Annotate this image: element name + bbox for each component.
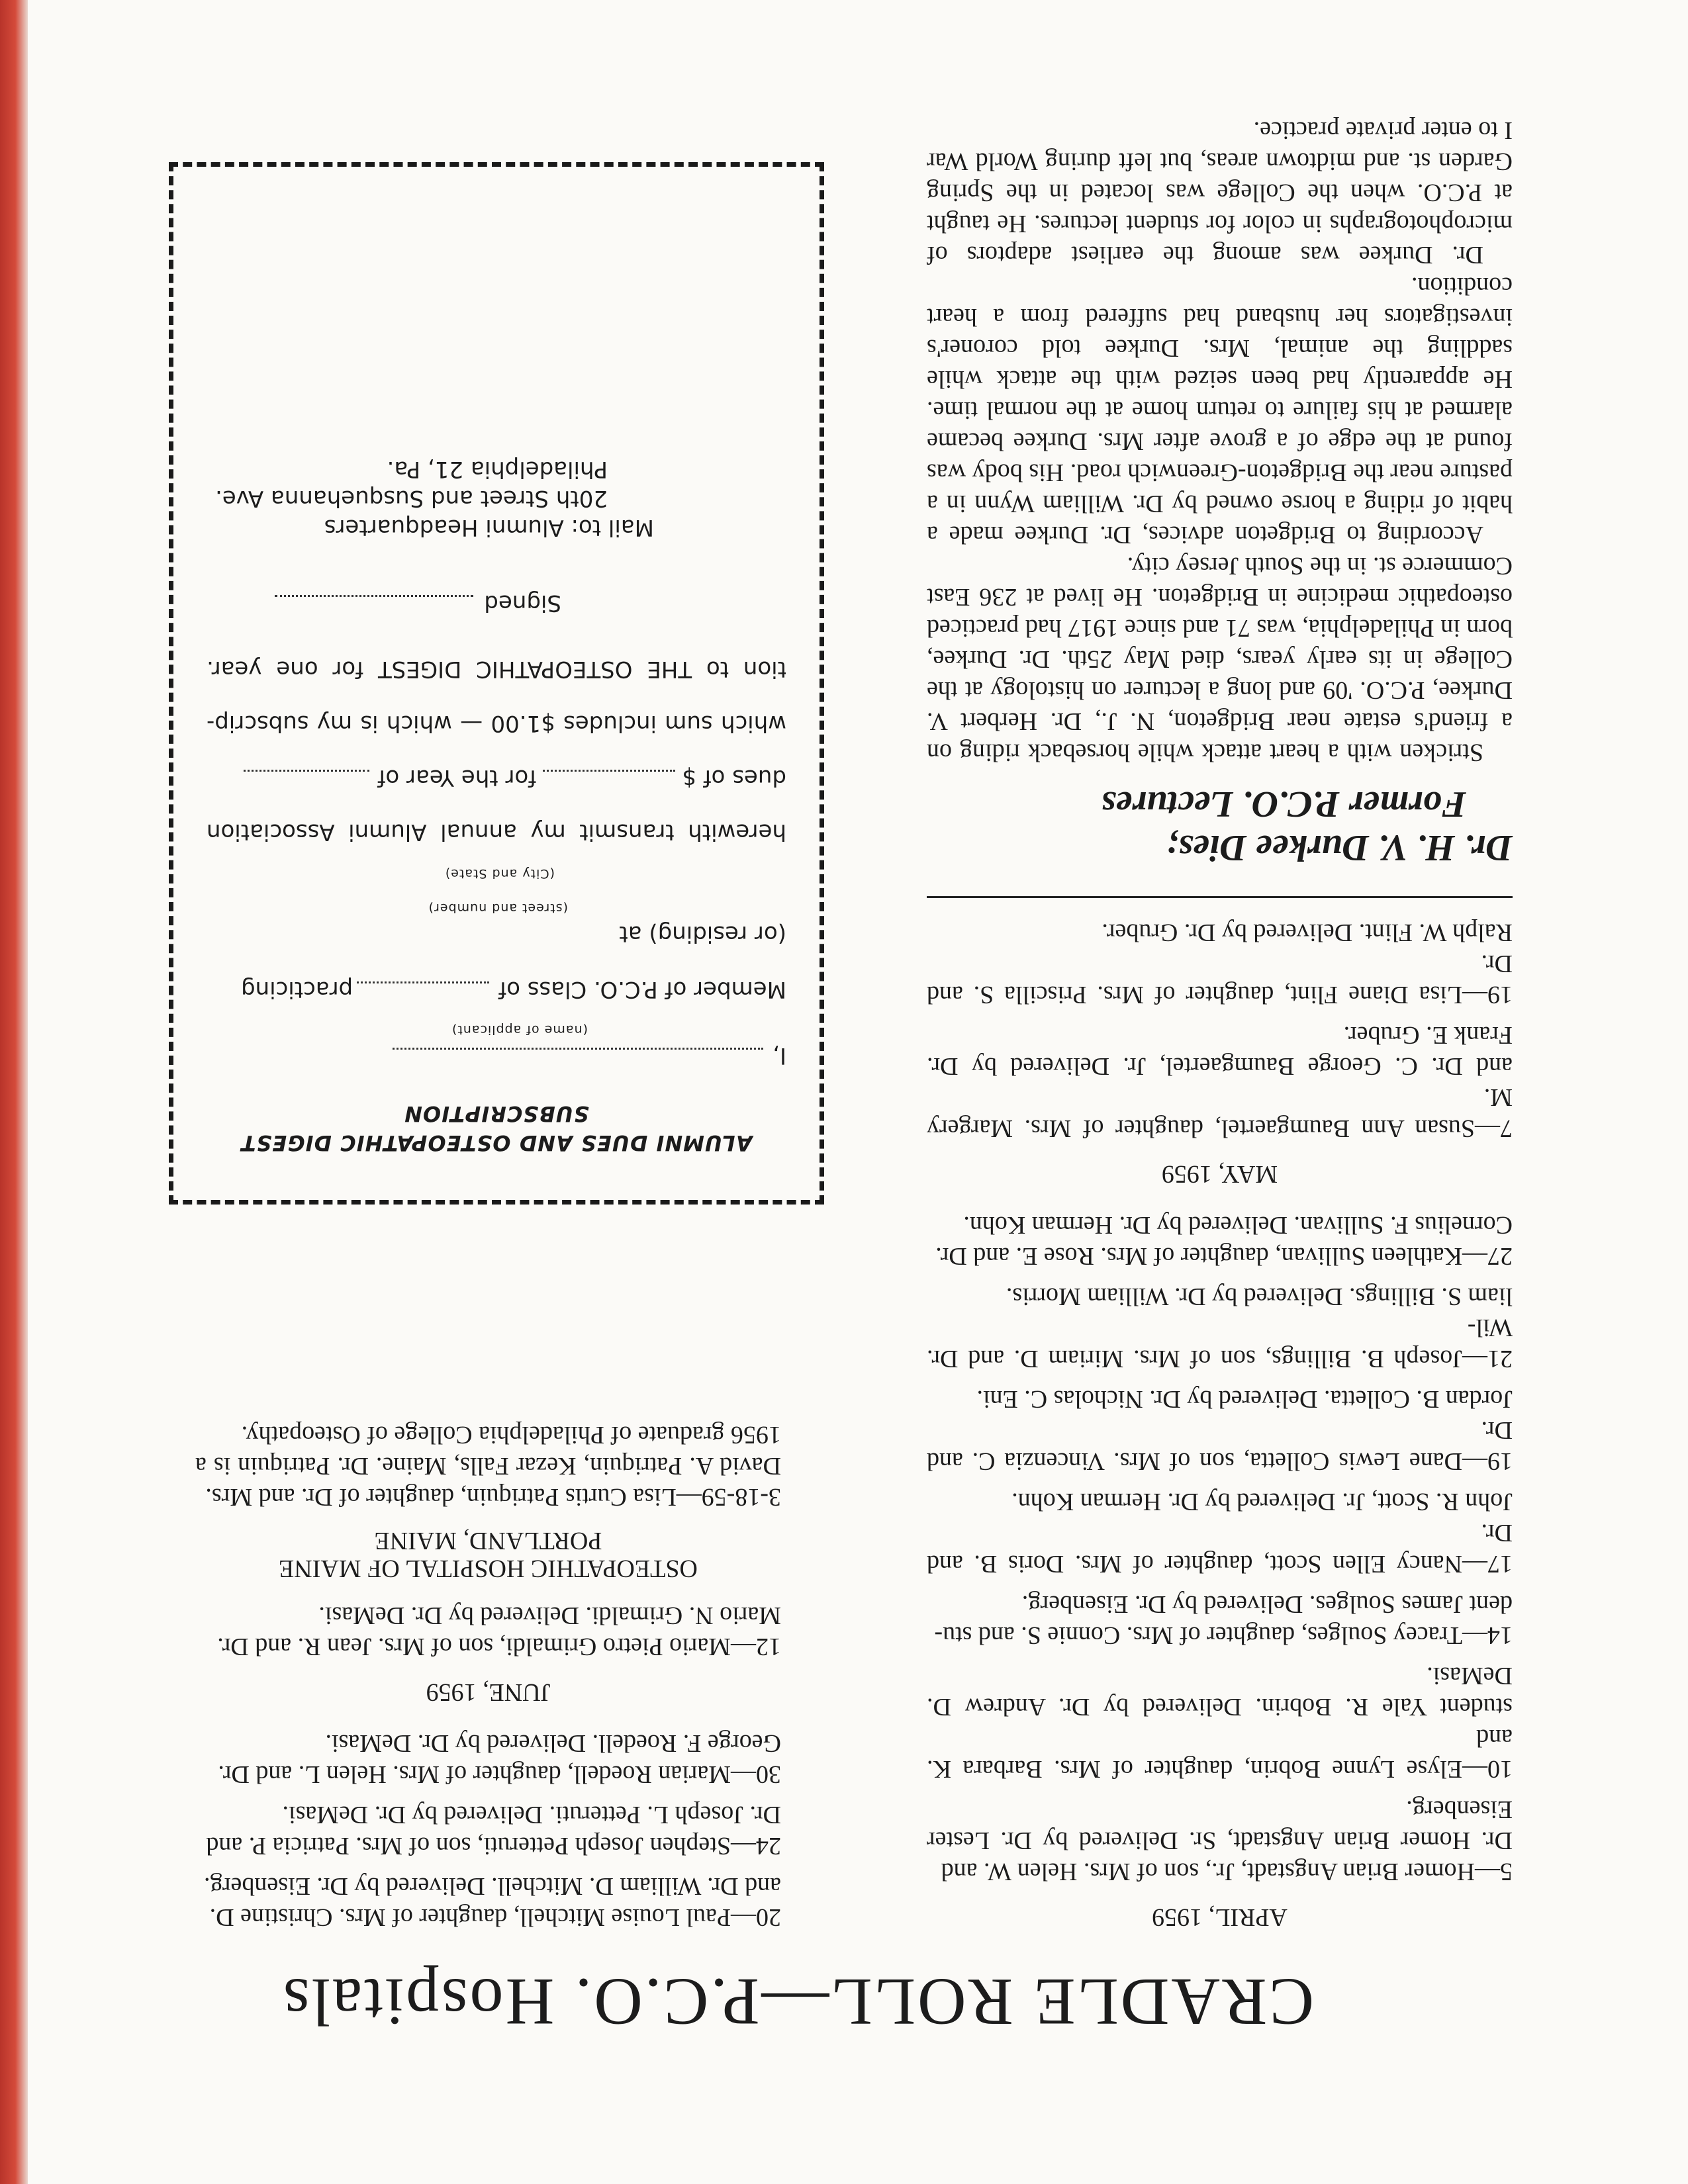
label-year: for the Year of <box>377 764 537 791</box>
month-heading-april: APRIL, 1959 <box>1152 1903 1288 1931</box>
entry-continuation: liam S. Billings. Delivered by Dr. William Morris. <box>1006 1283 1513 1310</box>
entry-continuation: David A. Patriquin, Kezar Falls, Maine. Dr. Patriquin is a 1956 graduate of Philadelphia College of Osteopathy. <box>195 1421 781 1480</box>
birth-entry <box>927 1588 1513 1651</box>
caption-street: (street and number) <box>428 901 568 915</box>
entry-continuation: and Dr. William D. Mitchell. Delivered by Dr. Eisenberg. <box>204 1872 781 1900</box>
entry-continuation: Mario N. Grimaldi. Delivered by Dr. DeMasi. <box>318 1602 781 1629</box>
tion-line: tion to THE OSTEOPATHIC DIGEST for one year. <box>207 656 786 682</box>
headline-line-1: Dr. H. V. Durkee Dies; <box>1166 827 1513 868</box>
entry-continuation: Dr. Joseph L. Petteruti. Delivered by Dr. DeMasi. <box>282 1801 781 1829</box>
birth-entry <box>195 1727 781 1790</box>
herewith-line: herewith transmit my annual Alumni Association <box>207 819 786 845</box>
article-paragraph: According to Bridgeton advices, Dr. Durkee made a habit of riding a horse owned by Dr. William Wynn in a pasture near the Bridgeton-Greenwich road. His body was found at the edge of a grove after Mrs. Durkee became alarmed at his failure to return home at the normal time. He apparently had been seized with the attack while saddling the animal, Mrs. Durkee told coroner's investigators her husband had suffered from a heart condition. <box>927 272 1513 549</box>
article-paragraph: Dr. Durkee was among the earliest adaptors of microphotographs in color for student lectures. He taught at P.C.O. when the College was located in the Spring Garden st. and midtown areas, but left during World War I to enter private practice. <box>927 116 1513 269</box>
dues-line <box>207 763 786 792</box>
class-year-field[interactable] <box>357 981 489 983</box>
caption-city: (City and State) <box>444 866 555 881</box>
label-signed: Signed <box>484 590 561 616</box>
birth-entry <box>927 1383 1513 1477</box>
label-member: Member of P.C.O. Class of <box>498 976 786 1003</box>
entry-continuation: Jordan B. Colletta. Delivered by Dr. Nicholas C. Eni. <box>976 1385 1513 1413</box>
which-line: which sum includes $1.00 — which is my subscrip- <box>207 710 786 737</box>
entry-continuation: Dr. Homer Brian Angstadt, Sr. Delivered by Dr. Lester Eisenberg. <box>927 1796 1513 1854</box>
mail-line-2: 20th Street and Susquehanna Ave. <box>215 485 608 512</box>
headline-line-2: Former P.C.O. Lectures <box>1101 784 1466 825</box>
form-title-line-2: SUBSCRIPTION <box>404 1101 589 1126</box>
caption-name: (name of applicant) <box>451 1023 588 1037</box>
birth-entry <box>927 1019 1513 1144</box>
birth-entry <box>195 1870 781 1933</box>
birth-entry <box>927 1660 1513 1784</box>
hospital-heading <box>195 1527 781 1582</box>
birth-entry <box>195 1419 781 1512</box>
article-paragraph: Stricken with a heart attack while horseback riding on a friend's estate near Bridgeton, N. J., Dr. Herbert V. Durkee, P.C.O. '09 and long a lecturer on histology at the College in its early years, died May 25th. Dr. Durkee, born in Philadelphia, was 71 and since 1917 had practiced osteopathic medicine in Bridgeton. He lived at 236 East Commerce st. in the South Jersey city. <box>927 552 1513 766</box>
entry-lead: 19—Dane Lewis Colletta, son of Mrs. Vincenzia C. and Dr. <box>927 1416 1513 1475</box>
mail-line-1: Mail to: Alumni Headquarters <box>324 514 654 541</box>
subscription-form <box>169 162 824 1205</box>
mail-line-3: Philadelphia 21, Pa. <box>387 456 608 482</box>
applicant-name-field[interactable] <box>393 1048 763 1050</box>
entry-lead: 7—Susan Ann Baumgaertel, daughter of Mrs. Margery M. <box>927 1083 1513 1142</box>
entry-lead: 19—Lisa Diane Flint, daughter of Mrs. Priscilla S. and Dr. <box>927 950 1513 1009</box>
entry-lead: 3-18-59—Lisa Curtis Patriquin, daughter of Dr. and Mrs. <box>205 1483 781 1511</box>
right-column <box>195 1410 781 1933</box>
label-dues: dues of $ <box>682 764 786 791</box>
entry-continuation: Cornelius F. Sullivan. Delivered by Dr. Herman Kohn. <box>963 1211 1513 1239</box>
birth-entry <box>927 1794 1513 1887</box>
entry-continuation: George F. Roedell. Delivered by Dr. DeMasi. <box>325 1729 781 1757</box>
article-headline <box>927 782 1513 870</box>
dues-amount-field[interactable] <box>543 770 675 772</box>
label-practicing: practicing <box>241 976 353 1003</box>
dues-year-field[interactable] <box>244 770 369 772</box>
birth-entry <box>927 1486 1513 1579</box>
birth-entry <box>195 1600 781 1662</box>
month-heading-june: JUNE, 1959 <box>426 1678 551 1706</box>
page-title: CRADLE ROLL—P.C.O. Hospitals <box>281 1964 1315 2039</box>
entry-lead: 12—Mario Pietro Grimaldi, son of Mrs. Jean R. and Dr. <box>217 1633 781 1661</box>
birth-entry <box>927 917 1513 1010</box>
birth-entry <box>195 1799 781 1861</box>
hospital-name: OSTEOPATHIC HOSPITAL OF MAINE <box>279 1555 698 1582</box>
entry-continuation: John R. Scott, Jr. Delivered by Dr. Herman Kohn. <box>1011 1488 1513 1516</box>
entry-lead: 21—Joseph B. Billings, son of Mrs. Miriam D. and Dr. Wil- <box>927 1314 1513 1373</box>
mail-address <box>207 455 786 542</box>
label-i: I, <box>773 1042 786 1069</box>
applicant-line <box>207 1041 786 1070</box>
residing-line <box>207 919 786 948</box>
hospital-city: PORTLAND, MAINE <box>374 1527 602 1555</box>
entry-lead: 17—Nancy Ellen Scott, daughter of Mrs. Doris B. and Dr. <box>927 1519 1513 1578</box>
entry-lead: 30—Marian Roedell, daughter of Mrs. Helen L. and Dr. <box>218 1760 781 1788</box>
label-residing: (or residing) at <box>619 921 786 947</box>
signed-line <box>207 588 786 617</box>
entry-lead: 10—Elyse Lynne Bobrin, daughter of Mrs. Barbara K. and <box>927 1724 1513 1783</box>
entry-lead: 27—Kathleen Sullivan, daughter of Mrs. Rose E. and Dr. <box>935 1242 1513 1270</box>
entry-lead: 14—Tracey Soulges, daughter of Mrs. Connie S. and stu- <box>934 1621 1513 1649</box>
form-title <box>207 1099 786 1158</box>
class-line <box>207 975 786 1004</box>
entry-lead: 24—Stephen Joseph Petteruti, son of Mrs. Patricia P. and <box>206 1832 781 1860</box>
entry-continuation: student Yale R. Bobrin. Delivered by Dr. Andrew D. DeMasi. <box>927 1662 1513 1721</box>
section-divider <box>927 896 1513 898</box>
birth-entry <box>927 1209 1513 1271</box>
left-column <box>927 114 1513 1933</box>
form-title-line-1: ALUMNI DUES AND OSTEOPATHIC DIGEST <box>240 1130 753 1156</box>
entry-lead: 5—Homer Brian Angstadt, Jr., son of Mrs. Helen W. and <box>941 1858 1513 1886</box>
entry-continuation: and Dr. C. George Baumgaertel, Jr. Delivered by Dr. Frank E. Gruber. <box>927 1021 1513 1080</box>
signature-field[interactable] <box>275 595 473 597</box>
entry-lead: 20—Paul Louise Mitchell, daughter of Mrs. Christine D. <box>209 1903 781 1931</box>
month-heading-may: MAY, 1959 <box>1161 1160 1278 1188</box>
birth-entry <box>927 1281 1513 1374</box>
entry-continuation: Ralph W. Flint. Delivered by Dr. Gruber. <box>1102 919 1513 946</box>
entry-continuation: dent James Soulges. Delivered by Dr. Eisenberg. <box>1021 1590 1513 1618</box>
